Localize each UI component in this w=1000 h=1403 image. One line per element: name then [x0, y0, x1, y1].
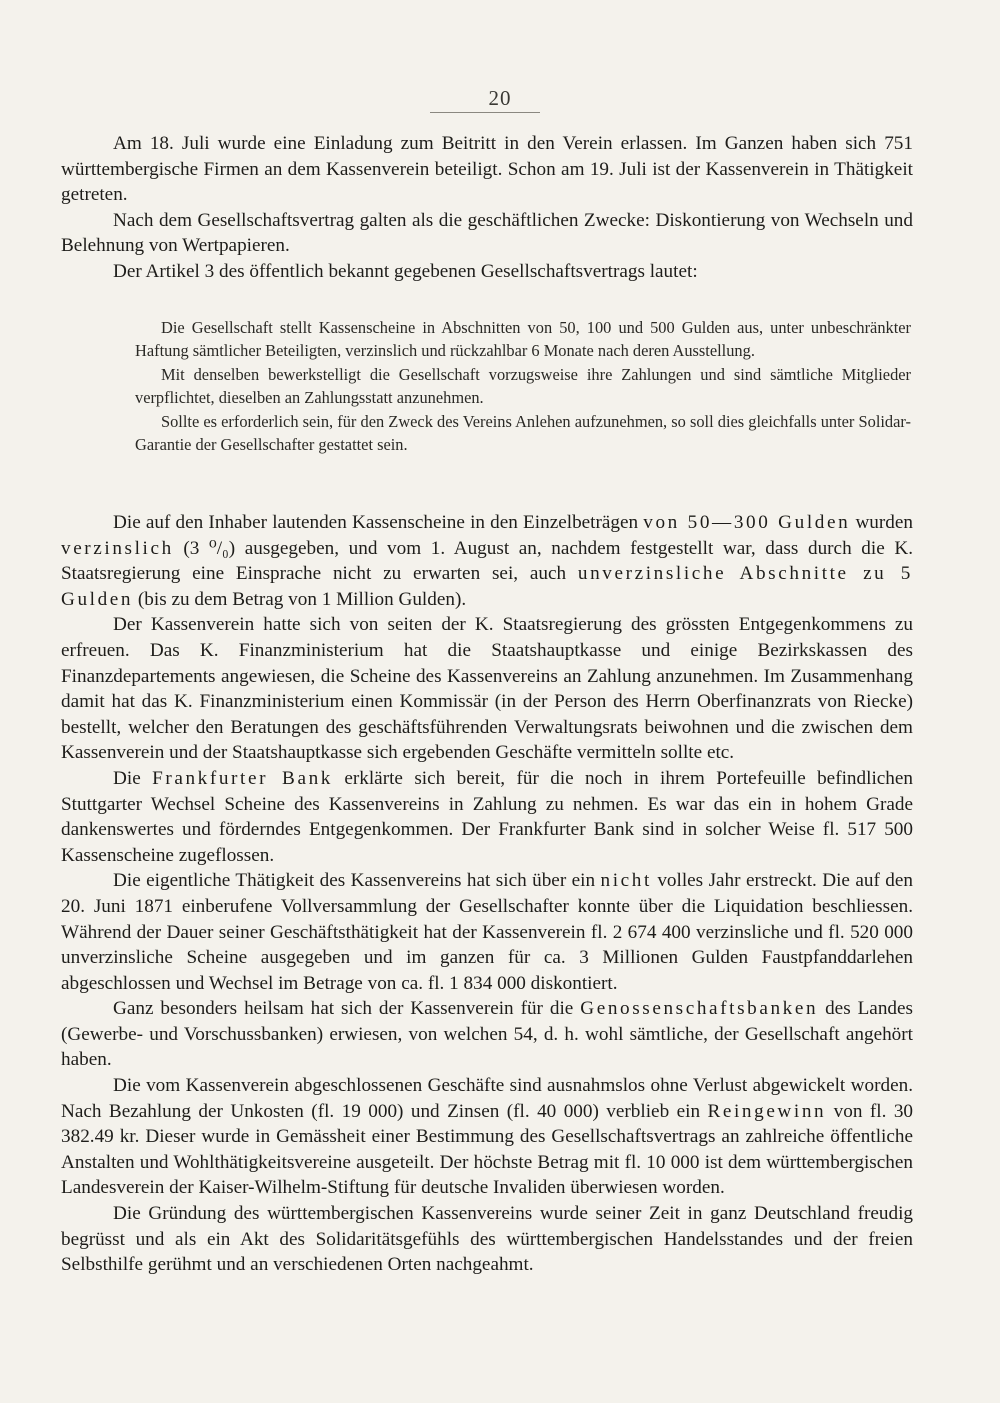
spaced-emphasis: Frankfurter Bank: [152, 767, 333, 789]
text-run: erklärte sich bereit, für die noch in ihrem Portefeuille befindlichen Stuttgarter Wechsel Scheine des Kassenvereins in Zahlung zu nehmen. Es war das ein in hohem Grade dankenswertes und förderndes Entgegenkommen. Der Frankfurter Bank sind in solcher Weise fl. 517 500 Kassenscheine zugeflossen.: [61, 767, 913, 866]
paragraph-einladung: Am 18. Juli wurde eine Einladung zum Beitritt in den Verein erlassen. Im Ganzen haben sich 751 württembergische Firmen an dem Kassenverein beteiligt. Schon am 19. Juli ist der Kassenverein in Thätigkeit getreten.: [61, 133, 913, 206]
spaced-emphasis: Genossenschaftsbanken: [580, 998, 819, 1020]
text-run: (bis zu dem Betrag von 1 Million Gulden).: [133, 588, 467, 610]
paragraph-reingewinn: [61, 1073, 913, 1201]
text-run: Die eigentliche Thätigkeit des Kassenvereins hat sich über ein: [113, 870, 601, 892]
paragraph-thaetigkeit: [61, 868, 913, 996]
quote-paragraph-anlehen: Sollte es erforderlich sein, für den Zweck des Vereins Anlehen aufzunehmen, so soll dies gleichfalls unter Solidar-Garantie der Gesellschafter gestattet sein.: [135, 411, 911, 455]
intro-text-block: [61, 131, 913, 285]
spaced-emphasis: von 50—300 Gulden: [643, 512, 851, 533]
text-run: von fl. 30 382.49 kr. Dieser wurde in Gemässheit einer Bestimmung des Gesellschaftsvertrags an zahlreiche öffentliche Anstalten und Wohlthätigkeitsvereine ausgeteilt. Der höchste Betrag mit fl. 10 000 ist dem württembergischen Landesverein der Kaiser-Wilhelm-Stiftung für deutsche Invaliden überwiesen worden.: [61, 1100, 914, 1199]
text-run: Die: [113, 767, 153, 789]
paragraph-artikel-3: Der Artikel 3 des öffentlich bekannt gegebenen Gesellschaftsvertrags lautet:: [113, 260, 698, 282]
spaced-emphasis: nicht: [600, 870, 652, 892]
spaced-emphasis: Reingewinn: [707, 1100, 827, 1122]
paragraph-gruendung: Die Gründung des württembergischen Kassenvereins wurde seiner Zeit in ganz Deutschland freudig begrüsst und als ein Akt des Solidaritätsgefühls des württembergischen Handelsstandes und der freien Selbsthilfe gerühmt und an verschiedenen Orten nachgeahmt.: [61, 1203, 913, 1276]
spaced-emphasis: verzinslich: [61, 537, 174, 559]
text-run: Ganz besonders heilsam hat sich der Kassenverein für die: [113, 998, 581, 1020]
paragraph-kassenscheine: [61, 510, 913, 612]
page-number-rule: [430, 112, 540, 113]
text-run: Die vom Kassenverein abgeschlossenen Geschäfte sind ausnahmslos ohne Verlust abgewickelt worden. Nach Bezahlung der Unkosten (fl. 19 000) und Zinsen (fl. 40 000) verblieb ein: [61, 1075, 913, 1122]
paragraph-genossenschaftsbanken: [61, 996, 913, 1073]
page-number: 20: [488, 86, 512, 110]
text-run: wurden: [850, 512, 913, 533]
quote-paragraph-zahlungen: Mit denselben bewerkstelligt die Gesellschaft vorzugsweise ihre Zahlungen und sind sämtliche Mitglieder verpflichtet, dieselben an Zahlungsstatt anzunehmen.: [135, 364, 911, 408]
spaced-emphasis: unverzinsliche Abschnitte zu 5 Gulden: [61, 563, 913, 610]
paragraph-zwecke: Nach dem Gesellschaftsvertrag galten als die geschäftlichen Zwecke: Diskontierung von Wechseln und Belehnung von Wertpapieren.: [61, 209, 913, 257]
quote-paragraph-kassenscheine: Die Gesellschaft stellt Kassenscheine in Abschnitten von 50, 100 und 500 Gulden aus, unter unbeschränkter Haftung sämtlicher Beteiligten, verzinslich und rückzahlbar 6 Monate nach deren Ausstellung.: [135, 318, 911, 361]
text-run: Die auf den Inhaber lautenden Kassenscheine in den Einzelbeträgen: [113, 512, 644, 533]
text-run: des Landes (Gewerbe- und Vorschussbanken) erwiesen, von welchen 54, d. h. wohl sämtliche, der Gesellschaft angehört haben.: [61, 998, 913, 1071]
text-run: (3 ⁰/₀) ausgegeben, und vom 1. August an, nachdem festgestellt war, dass durch die K. Staatsregierung eine Einsprache nicht zu erwarten sei, auch: [61, 537, 913, 585]
main-text-block: [61, 510, 913, 1278]
paragraph-frankfurter-bank: [61, 766, 913, 868]
paragraph-staatsregierung: Der Kassenverein hatte sich von seiten der K. Staatsregierung des grössten Entgegenkommens zu erfreuen. Das K. Finanzministerium hat die Staatshauptkasse und einige Bezirkskassen des Finanzdepartements angewiesen, die Scheine des Kassenvereins an Zahlung anzunehmen. Im Zusammenhang damit hat das K. Finanzministerium einen Kommissär (in der Person des Herrn Oberfinanzrats von Riecke) bestellt, welcher den Beratungen des geschäftsführenden Verwaltungsrats beiwohnen und die zwischen dem Kassenverein und der Staatshauptkasse sich ergebenden Geschäfte vermitteln sollte etc.: [61, 614, 913, 764]
text-run: volles Jahr erstreckt. Die auf den 20. Juni 1871 einberufene Vollversammlung der Gesellschafter konnte über die Liquidation beschliessen. Während der Dauer seiner Geschäftsthätigkeit hat der Kassenverein fl. 2 674 400 verzinsliche und fl. 520 000 unverzinsliche Scheine ausgegeben und im ganzen für ca. 3 Millionen Gulden Faustpfanddarlehen abgeschlossen und Wechsel im Betrage von ca. fl. 1 834 000 diskontiert.: [61, 870, 914, 994]
article-3-quote: [135, 316, 911, 456]
